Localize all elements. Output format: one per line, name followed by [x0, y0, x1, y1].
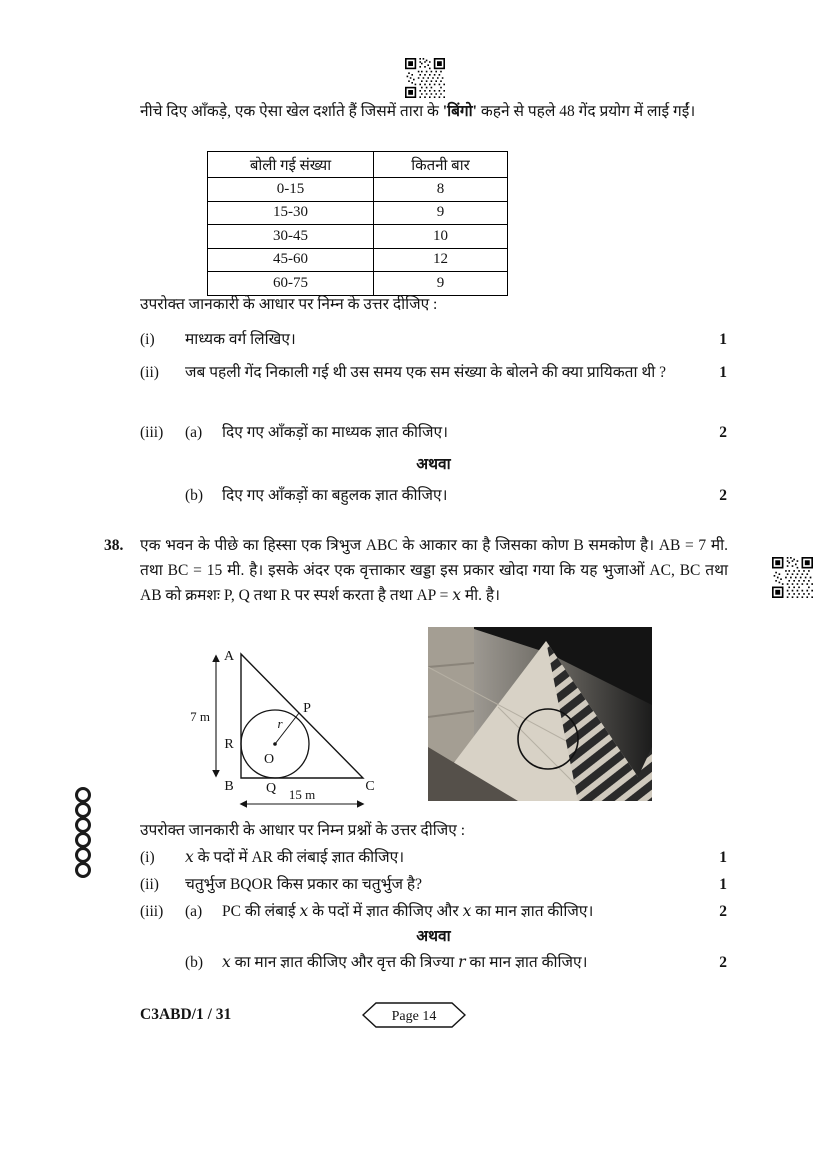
item-sublabel: (a)	[185, 903, 203, 920]
q38-instruction: उपरोक्त जानकारी के आधार पर निम्न प्रश्नों के उत्तर दीजिए :	[140, 822, 466, 839]
table-cell: 30-45	[208, 225, 374, 249]
label-P: P	[303, 701, 311, 716]
item-text: जब पहली गेंद निकाली गई थी उस समय एक सम संख्या के बोलने की क्या प्रायिकता थी ?	[185, 364, 667, 381]
item-sublabel: (a)	[185, 424, 203, 441]
item-marks: 1	[719, 331, 727, 348]
math-var-x: x	[222, 953, 231, 971]
item-marks: 1	[719, 849, 727, 866]
q37-intro-bold: 'बिंगो'	[442, 103, 477, 120]
item-text: दिए गए आँकड़ों का बहुलक ज्ञात कीजिए।	[222, 487, 448, 504]
item-label: (iii)	[140, 424, 164, 441]
table-cell: 45-60	[208, 248, 374, 272]
item-text: चतुर्भुज BQOR किस प्रकार का चतुर्भुज है?	[185, 876, 422, 893]
q38-body	[140, 533, 728, 608]
item-label: (ii)	[140, 364, 159, 381]
frequency-table	[207, 151, 508, 296]
label-7m: 7 m	[190, 709, 210, 724]
item-text: दिए गए आँकड़ों का माध्यक ज्ञात कीजिए।	[222, 424, 449, 441]
q38-or-separator: अथवा	[416, 928, 451, 945]
table-cell: 60-75	[208, 272, 374, 296]
q38-item-iii-a	[140, 899, 727, 924]
item-text: माध्यक वर्ग लिखिए।	[185, 331, 296, 348]
table-cell: 10	[374, 225, 508, 249]
item-label: (ii)	[140, 876, 159, 893]
q38-item-ii	[140, 872, 727, 897]
math-var-x: x	[185, 848, 194, 866]
label-Q: Q	[265, 781, 277, 796]
math-var-r: r	[458, 953, 466, 971]
label-R: R	[224, 737, 234, 752]
table-row	[208, 178, 508, 202]
item-text: x के पदों में AR की लंबाई ज्ञात कीजिए।	[185, 848, 405, 866]
table-cell: 12	[374, 248, 508, 272]
q37-intro-text-2: कहने से पहले 48 गेंद प्रयोग में लाई गईं।	[477, 103, 696, 120]
q38-number: 38.	[104, 537, 124, 554]
qr-code-top-icon	[405, 58, 445, 98]
item-marks: 2	[719, 903, 727, 920]
column-header: बोली गई संख्या	[208, 152, 374, 178]
table-cell: 15-30	[208, 201, 374, 225]
label-B: B	[224, 779, 234, 794]
q38-item-b	[140, 950, 727, 975]
item-marks: 2	[719, 424, 727, 441]
item-text: x का मान ज्ञात कीजिए और वृत्त की त्रिज्या r का मान ज्ञात कीजिए।	[222, 953, 588, 971]
item-label: (iii)	[140, 903, 164, 920]
q37-item-b	[140, 483, 727, 508]
item-marks: 2	[719, 954, 727, 971]
table-row	[208, 201, 508, 225]
label-r: r	[277, 716, 283, 731]
q38-body-text: एक भवन के पीछे का हिस्सा एक त्रिभुज ABC के आकार का है जिसका कोण B समकोण है। AB = 7 मी. तथा BC = 15 मी. है। इसके अंदर एक वृत्ताकार खड्डा इस प्रकार खोदा गया कि यह भुजाओं AC, BC तथा AB को क्रमशः P, Q तथा R पर स्पर्श करता है तथा AP =	[140, 537, 728, 604]
q38-body-text-2: मी. है।	[460, 587, 500, 604]
table-cell: 0-15	[208, 178, 374, 202]
q37-intro-text: नीचे दिए आँकड़े, एक ऐसा खेल दर्शाते हैं जिसमें तारा के	[140, 103, 443, 120]
item-label: (i)	[140, 849, 155, 866]
item-marks: 1	[719, 364, 727, 381]
q37-intro	[140, 99, 728, 124]
item-text: PC की लंबाई x के पदों में ज्ञात कीजिए और x का मान ज्ञात कीजिए।	[222, 902, 594, 920]
triangle-incircle-diagram	[183, 636, 393, 818]
table-row	[208, 225, 508, 249]
binding-coil-icon	[70, 786, 96, 882]
item-label: (i)	[140, 331, 155, 348]
q37-item-i	[140, 327, 727, 352]
table-cell: 9	[374, 201, 508, 225]
page-number-badge	[362, 1002, 466, 1028]
table-row	[208, 248, 508, 272]
paper-code: C3ABD/1 / 31	[140, 1006, 232, 1023]
triangle-abc	[241, 654, 363, 778]
label-A: A	[223, 649, 235, 664]
qr-code-side-icon	[772, 557, 813, 598]
page-number: Page 14	[391, 1009, 437, 1024]
q37-instruction: उपरोक्त जानकारी के आधार पर निम्न के उत्तर दीजिए :	[140, 296, 438, 313]
column-header: कितनी बार	[374, 152, 508, 178]
table-header-row	[208, 152, 508, 178]
q37-item-iii-a	[140, 420, 727, 445]
math-var-x: x	[462, 902, 472, 920]
item-sublabel: (b)	[185, 487, 204, 504]
item-marks: 2	[719, 487, 727, 504]
q37-or-separator: अथवा	[416, 456, 451, 473]
table-cell: 9	[374, 272, 508, 296]
label-C: C	[365, 779, 375, 794]
math-var-x: x	[452, 586, 461, 604]
building-photo	[428, 627, 652, 801]
label-15m: 15 m	[288, 787, 316, 802]
table-cell: 8	[374, 178, 508, 202]
q38-item-i	[140, 845, 727, 870]
label-O: O	[263, 752, 275, 767]
item-sublabel: (b)	[185, 954, 204, 971]
item-marks: 1	[719, 876, 727, 893]
q37-item-ii	[140, 360, 727, 385]
math-var-x: x	[299, 902, 309, 920]
